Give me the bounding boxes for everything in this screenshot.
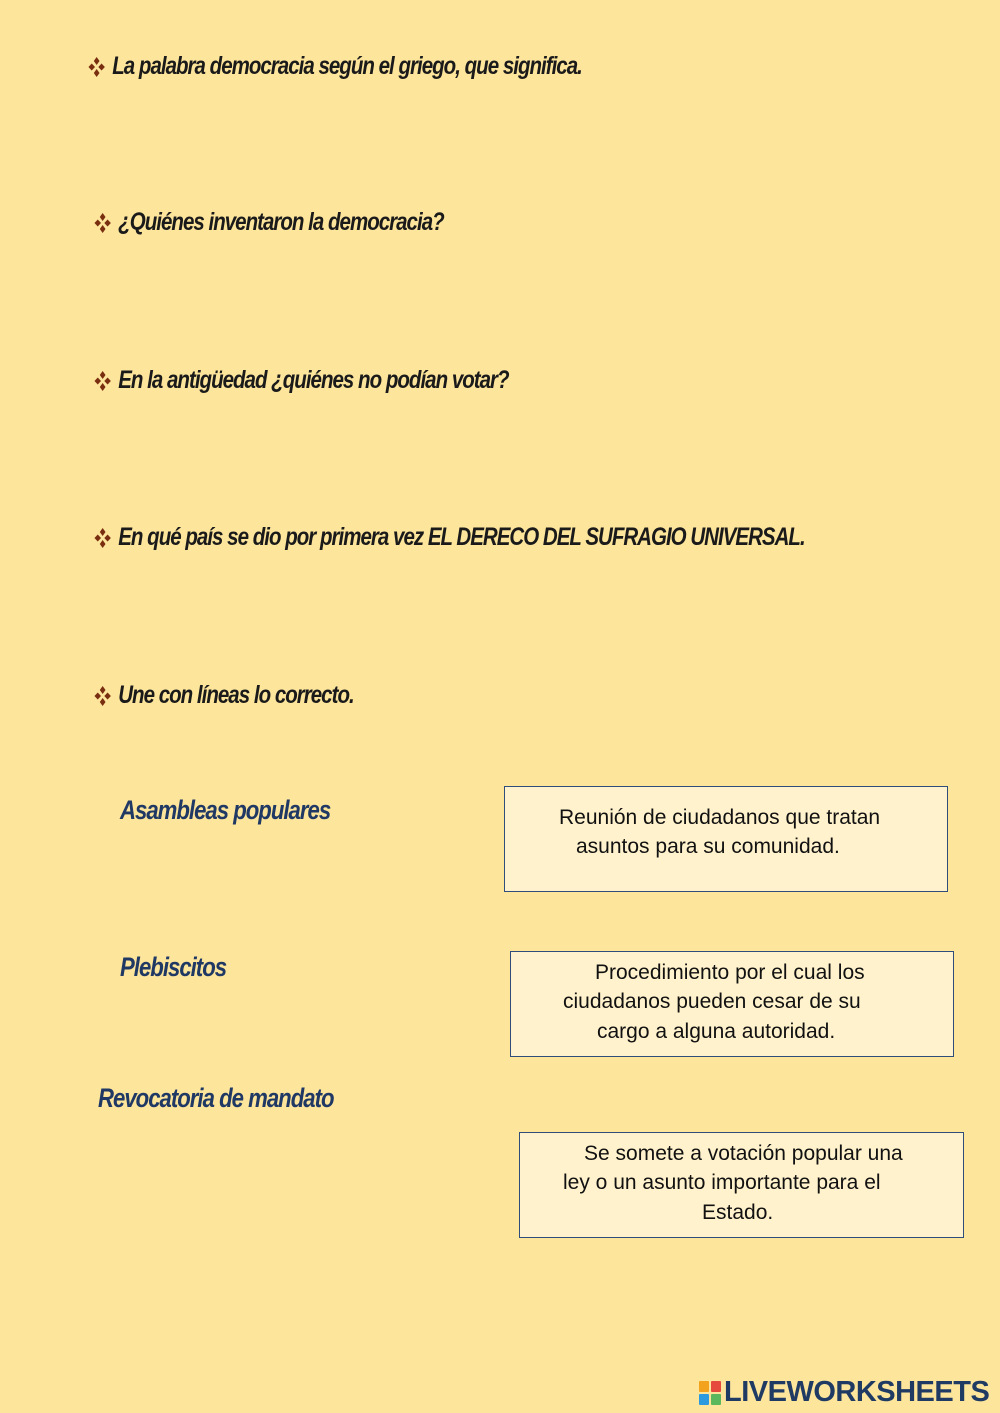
diamond-bullet-icon (92, 525, 113, 551)
definition-1-line-2: asuntos para su comunidad. (576, 835, 840, 858)
liveworksheets-logo-text: LIVEWORKSHEETS (724, 1376, 990, 1408)
diamond-bullet-icon (92, 368, 113, 394)
definition-2-line-3: cargo a alguna autoridad. (597, 1020, 836, 1043)
term-revocatoria-de-mandato[interactable]: Revocatoria de mandato (98, 1083, 334, 1113)
question-1-text: La palabra democracia según el griego, que significa. (112, 52, 582, 80)
definition-box-2[interactable] (510, 951, 954, 1057)
question-2 (92, 208, 444, 237)
definition-3-line-2: ley o un asunto importante para el (563, 1171, 881, 1194)
diamond-bullet-icon (92, 683, 113, 709)
diamond-bullet-icon (86, 54, 107, 80)
question-5-text: Une con líneas lo correcto. (118, 681, 354, 709)
question-1 (86, 52, 582, 81)
question-4 (92, 523, 805, 552)
definition-3-line-3: Estado. (702, 1201, 774, 1224)
question-2-text: ¿Quiénes inventaron la democracia? (118, 208, 444, 236)
liveworksheets-mark-icon (698, 1379, 722, 1407)
diamond-bullet-icon (92, 210, 113, 236)
question-3 (92, 366, 509, 395)
question-3-text: En la antigüedad ¿quiénes no podían votar? (118, 366, 509, 394)
liveworksheets-logo (698, 1376, 989, 1409)
question-4-text: En qué país se dio por primera vez EL DERECO DEL SUFRAGIO UNIVERSAL. (118, 523, 805, 551)
definition-box-3[interactable] (519, 1132, 964, 1238)
term-plebiscitos[interactable]: Plebiscitos (120, 952, 227, 982)
term-asambleas-populares[interactable]: Asambleas populares (120, 795, 331, 825)
definition-3-line-1: Se somete a votación popular una (584, 1142, 903, 1165)
definition-2-line-1: Procedimiento por el cual los (595, 961, 865, 984)
definition-box-1[interactable] (504, 786, 948, 892)
definition-2-line-2: ciudadanos pueden cesar de su (563, 990, 861, 1013)
definition-1-line-1: Reunión de ciudadanos que tratan (559, 806, 881, 829)
question-5 (92, 681, 354, 710)
